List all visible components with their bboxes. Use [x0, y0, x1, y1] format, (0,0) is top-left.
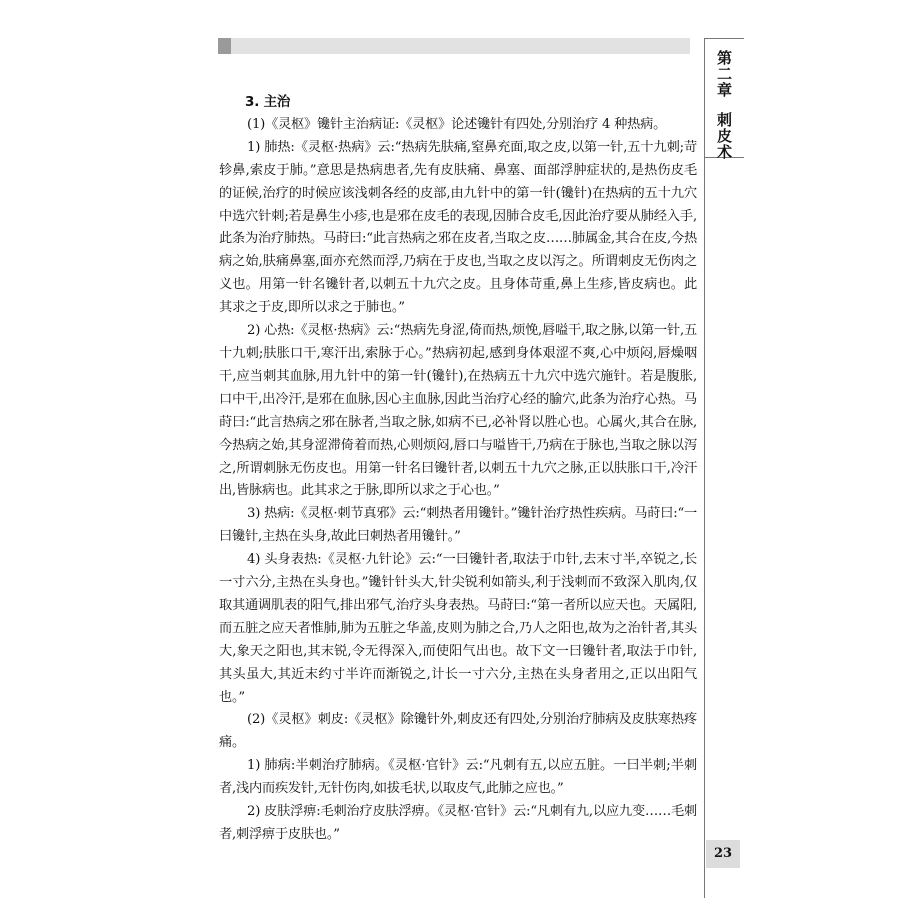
- paragraph-lingshu-skin-needling: (2)《灵枢》刺皮:《灵枢》除镵针外,刺皮还有四处,分别治疗肺病及皮肤寒热疼痛。: [219, 712, 697, 751]
- paragraph-lingshu-chanzhen-intro: (1)《灵枢》镵针主治病证:《灵枢》论述镵针有四处,分别治疗 4 种热病。: [247, 116, 667, 132]
- paragraph-heart-heat: 2) 心热:《灵枢·热病》云:“热病先身涩,倚而热,烦悗,唇嗌干,取之脉,以第一针,五十九刺;肤胀口干,寒汗出,索脉于心。”热病初起,感到身体艰涩不爽,心中烦闷,唇燥咽干,应当刺其血脉,用九针中的第一针(镵针),在热病五十九穴中选穴施针。若是腹胀,口中干,出冷汗,是邪在血脉,因心主血脉,因此当治疗心经的腧穴,此条为治疗心热。马莳曰:“此言热病之邪在脉者,当取之脉,如病不已,必补肾以胜心也。心属火,其合在脉,今热病之始,其身涩滞倚着而热,心则烦闷,唇口与嗌皆干,乃病在于脉也,当取之脉以泻之,所谓刺脉无伤皮也。用第一针名曰镵针者,以刺五十九穴之脉,正以肤胀口干,冷汗出,皆脉病也。此其求之于脉,即所以求之于心也。”: [219, 323, 697, 499]
- section-heading: 3. 主治: [245, 94, 291, 110]
- main-content: [219, 91, 697, 847]
- chapter-title: [708, 50, 740, 160]
- paragraph-lung-disease: 1) 肺病:半刺治疗肺病。《灵枢·官针》云:“凡刺有五,以应五脏。一曰半刺;半刺者,浅内而疾发针,无针伤肉,如拔毛状,以取皮气,此肺之应也。”: [219, 758, 697, 797]
- paragraph-febrile-disease: 3) 热病:《灵枢·刺节真邪》云:“刺热者用镵针。”镵针治疗热性疾病。马莳曰:“一曰镵针,主热在头身,故此曰刺热者用镵针。”: [219, 506, 697, 545]
- chapter-topic: 刺皮术: [715, 112, 733, 160]
- chapter-label: 第二章: [715, 50, 733, 98]
- paragraph-head-body-heat: 4) 头身表热:《灵枢·九针论》云:“一曰镵针者,取法于巾针,去末寸半,卒锐之,长一寸六分,主热在头身也。”镵针针头大,针尖锐利如箭头,利于浅刺而不致深入肌肉,仅取其通调肌表的阳气,排出邪气,治疗头身表热。马莳曰:“第一者所以应天也。天属阳,而五脏之应天者惟肺,肺为五脏之华盖,皮则为肺之合,乃人之阳也,故为之治针者,其头大,象天之阳也,其末锐,令无得深入,而使阳气出也。故下文一曰镵针者,取法于巾针,其头虽大,其近末约寸半许而渐锐之,计长一寸六分,主热在头身者用之,正以出阳气也。”: [219, 552, 697, 705]
- header-marker: [218, 38, 231, 54]
- side-rule: [704, 38, 705, 898]
- header-bar: [218, 38, 690, 54]
- paragraph-lung-heat: 1) 肺热:《灵枢·热病》云:“热病先肤痛,窒鼻充面,取之皮,以第一针,五十九刺;苛轸鼻,索皮于肺。”意思是热病患者,先有皮肤痛、鼻塞、面部浮肿症状的,是热伤皮毛的证候,治疗的时候应该浅刺各经的皮部,由九针中的第一针(镵针)在热病的五十九穴中选穴针刺;若是鼻生小疹,也是邪在皮毛的表现,因肺合皮毛,因此治疗要从肺经入手,此条为治疗肺热。马莳曰:“此言热病之邪在皮者,当取之皮……肺属金,其合在皮,今热病之始,肤痛鼻塞,面亦充然而浮,乃病在于皮也,当取之皮以泻之。所谓刺皮无伤肉之义也。用第一针名镵针者,以刺五十九穴之皮。且身体苛重,鼻上生疹,皆皮病也。此其求之于皮,即所以求之于肺也。”: [219, 139, 697, 316]
- side-rule-tick-top: [704, 38, 744, 39]
- paragraph-skin-superficial-bi: 2) 皮肤浮痹:毛刺治疗皮肤浮痹。《灵枢·官针》云:“凡刺有九,以应九变……毛刺者,刺浮痹于皮肤也。”: [219, 804, 697, 842]
- page-number: 23: [706, 840, 740, 868]
